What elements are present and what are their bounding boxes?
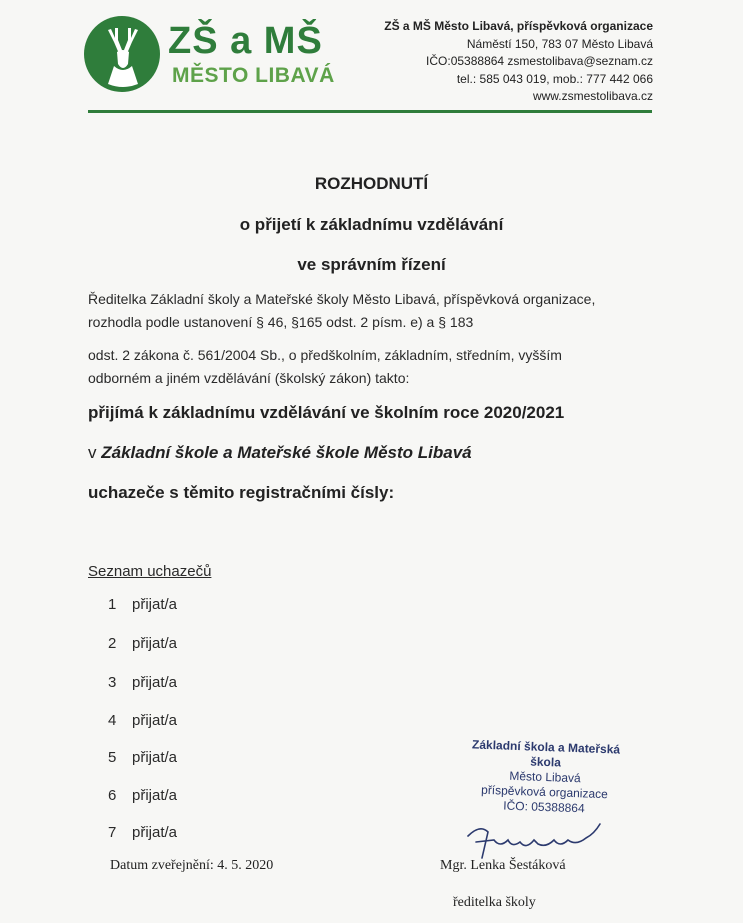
school-line <box>88 443 472 463</box>
org-phones: tel.: 585 043 019, mob.: 777 442 066 <box>456 71 653 86</box>
paragraph-1-line-2: rozhodla podle ustanovení § 46, §165 odst. 2 písm. e) a § 183 <box>88 314 474 330</box>
document-title: ROZHODNUTÍ <box>314 174 429 193</box>
item-number: 6 <box>108 787 117 804</box>
list-item <box>108 749 177 766</box>
item-number: 2 <box>108 635 117 652</box>
item-status: přijat/a <box>132 596 178 613</box>
stamp-line-2: Město Libavá <box>509 768 581 786</box>
logo-subtitle: MĚSTO LIBAVÁ <box>172 64 335 87</box>
document-subtitle-2: ve správním řízení <box>297 255 446 274</box>
list-item <box>108 824 177 841</box>
stamp-line-1: Základní škola a Mateřská škola <box>471 737 621 770</box>
item-status: přijat/a <box>132 749 178 766</box>
item-number: 1 <box>108 596 117 613</box>
publication-date: Datum zveřejnění: 4. 5. 2020 <box>110 858 274 873</box>
item-number: 4 <box>108 712 117 729</box>
school-name: Základní škole a Mateřské škole Město Libavá <box>101 443 472 462</box>
applicants-intro: uchazeče s těmito registračními čísly: <box>88 483 395 502</box>
paragraph-1-line-1: Ředitelka Základní školy a Mateřské školy Město Libavá, příspěvková organizace, <box>88 291 596 307</box>
paragraph-1 <box>88 288 595 334</box>
org-address: Náměstí 150, 783 07 Město Libavá <box>466 36 653 51</box>
logo-title: ZŠ a MŠ <box>168 20 323 62</box>
item-status: přijat/a <box>132 635 178 652</box>
paragraph-2-line-1: odst. 2 zákona č. 561/2004 Sb., o předškolním, základním, středním, vyšším <box>88 347 562 363</box>
paragraph-2-line-2: odborném a jiném vzdělávání (školský zákon) takto: <box>88 370 410 386</box>
deer-logo-icon <box>84 16 160 92</box>
list-item <box>108 596 177 613</box>
list-item <box>108 787 177 804</box>
org-ico-email: IČO:05388864 zsmestolibava@seznam.cz <box>426 54 653 68</box>
list-item <box>108 674 177 691</box>
item-status: přijat/a <box>132 787 178 804</box>
item-status: přijat/a <box>132 824 178 841</box>
stamp-line-4: IČO: 05388864 <box>503 798 585 816</box>
item-status: přijat/a <box>132 674 178 691</box>
applicant-list-title: Seznam uchazečů <box>88 563 212 580</box>
document-subtitle: o přijetí k základnímu vzdělávání <box>239 215 504 234</box>
org-name: ZŠ a MŠ Město Libavá, příspěvková organizace <box>384 19 653 33</box>
item-number: 5 <box>108 749 117 766</box>
paragraph-2 <box>88 344 562 390</box>
decision-text: přijímá k základnímu vzdělávání ve školním roce 2020/2021 <box>88 403 565 422</box>
item-number: 3 <box>108 674 117 691</box>
school-prefix: v <box>88 443 97 462</box>
org-web: www.zsmestolibava.cz <box>532 89 653 103</box>
signer-name: Mgr. Lenka Šestáková <box>440 858 566 873</box>
list-item <box>108 712 177 729</box>
header-divider <box>88 110 652 113</box>
organization-info <box>384 18 653 106</box>
item-number: 7 <box>108 824 117 841</box>
signer-role: ředitelka školy <box>453 895 536 910</box>
school-stamp <box>454 737 637 818</box>
list-item <box>108 635 177 652</box>
stamp-line-3: příspěvková organizace <box>480 782 609 802</box>
item-status: přijat/a <box>132 712 178 729</box>
